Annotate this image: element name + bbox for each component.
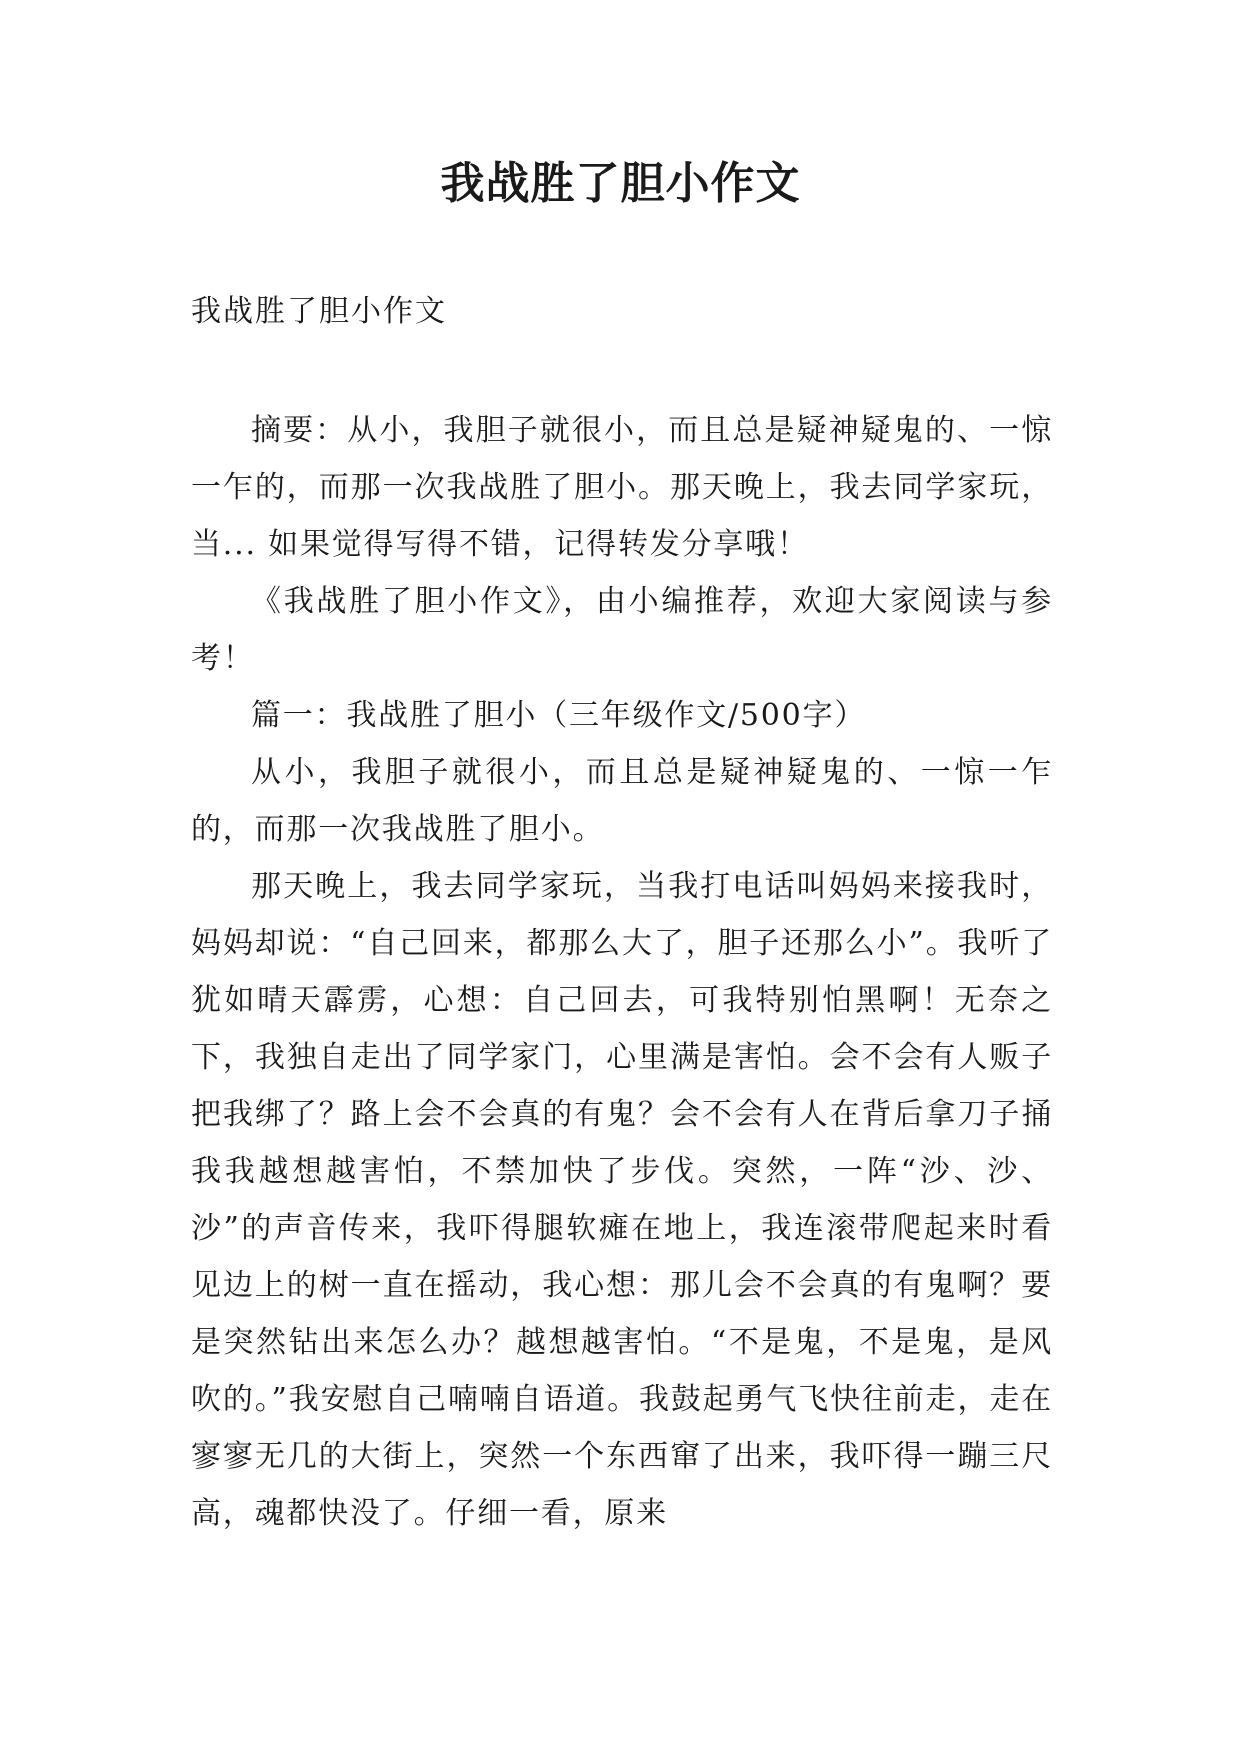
body-paragraph: 从小，我胆子就很小，而且总是疑神疑鬼的、一惊一乍的，而那一次我战胜了胆小。 — [191, 755, 1053, 847]
body-paragraph: 那天晚上，我去同学家玩，当我打电话叫妈妈来接我时，妈妈却说：“自己回来，都那么大了，胆子还那么小”。我听了犹如晴天霹雳，心想：自己回去，可我特别怕黑啊！无奈之下，我独自走出了同学家门，心里满是害怕。会不会有人贩子把我绑了？路上会不会真的有鬼？会不会有人在背后拿刀子捅我我越想越害怕，不禁加快了步伐。突然，一阵“沙、沙、沙”的声音传来，我吓得腿软瘫在地上，我连滚带爬起来时看见边上的树一直在摇动，我心想：那儿会不会真的有鬼啊？要是突然钻出来怎么办？越想越害怕。“不是鬼，不是鬼，是风吹的。”我安慰自己喃喃自语道。我鼓起勇气飞快往前走，走在寥寥无几的大街上，突然一个东西窜了出来，我吓得一蹦三尺高，魂都快没了。仔细一看，原来 — [191, 869, 1053, 1531]
document-subtitle: 我战胜了胆小作文 — [191, 294, 447, 329]
document-title: 我战胜了胆小作文 — [440, 158, 801, 209]
section-heading: 篇一：我战胜了胆小（三年级作文/500字） — [251, 698, 867, 733]
recommendation-paragraph: 《我战胜了胆小作文》，由小编推荐，欢迎大家阅读与参考！ — [191, 584, 1053, 676]
summary-paragraph: 摘要：从小，我胆子就很小，而且总是疑神疑鬼的、一惊一乍的，而那一次我战胜了胆小。那天晚上，我去同学家玩，当... 如果觉得写得不错，记得转发分享哦！ — [191, 413, 1053, 562]
document-body — [191, 402, 1053, 1542]
